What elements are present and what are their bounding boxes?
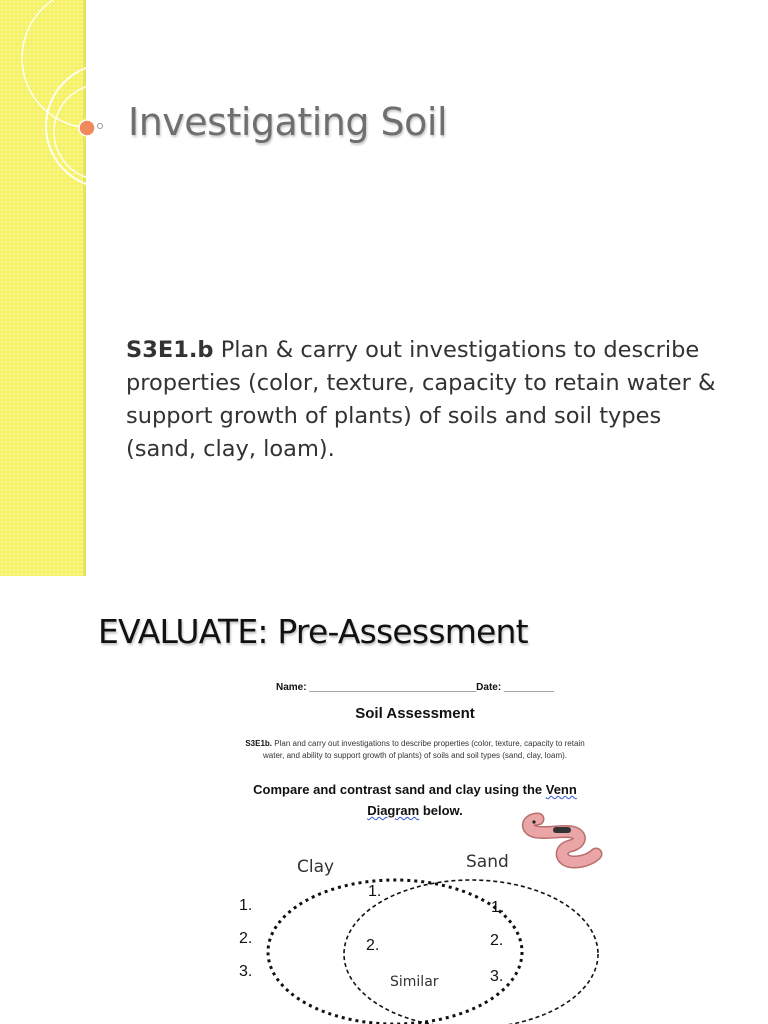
venn-label-sand: Sand: [466, 852, 509, 872]
standard-code: S3E1.b: [126, 337, 214, 363]
standard-description: [126, 334, 731, 466]
slide-title: Investigating Soil: [128, 100, 448, 144]
clay-item-2: 2.: [239, 930, 253, 947]
prompt-part1: Compare and contrast sand and clay using the: [253, 782, 546, 797]
venn-label-clay: Clay: [297, 857, 335, 877]
deco-ring-large: [22, 0, 140, 128]
worm-illustration: [528, 819, 596, 862]
slide-pre-assessment: [0, 576, 768, 1024]
name-date-line: Name: ______________________________Date: _________: [275, 682, 555, 693]
venn-circle-clay: [268, 880, 522, 1024]
similar-item-1: 1.: [368, 883, 382, 900]
venn-diagram: [220, 672, 610, 1024]
prompt-venn-diagram: Venn Diagram: [367, 782, 577, 818]
worksheet-title: Soil Assessment: [355, 705, 475, 722]
standard-text: Plan & carry out investigations to describe properties (color, texture, capacity to retain water & support growth of plants) of soils and soil types (sand, clay, loam).: [126, 337, 716, 462]
clay-item-3: 3.: [239, 963, 253, 980]
prompt-part2: below.: [419, 803, 463, 818]
worksheet-image: [220, 672, 610, 1024]
worksheet-standard-code: S3E1b.: [245, 739, 273, 748]
sand-item-2: 2.: [490, 932, 504, 949]
decorative-rings: [0, 0, 140, 220]
venn-circle-sand: [344, 880, 598, 1024]
deco-dot-orange: [79, 120, 95, 136]
sand-item-1: 1.: [491, 899, 505, 916]
similar-item-2: 2.: [366, 937, 380, 954]
evaluate-title: EVALUATE: Pre-Assessment: [98, 612, 528, 651]
worksheet-standard-text: Plan and carry out investigations to describe properties (color, texture, capacity to retain water, and ability to support growth of plants) of soils and soil types (sand, clay, loam).: [263, 739, 585, 760]
venn-label-similar: Similar: [390, 974, 439, 990]
clay-item-1: 1.: [239, 897, 253, 914]
sand-item-3: 3.: [490, 968, 504, 985]
